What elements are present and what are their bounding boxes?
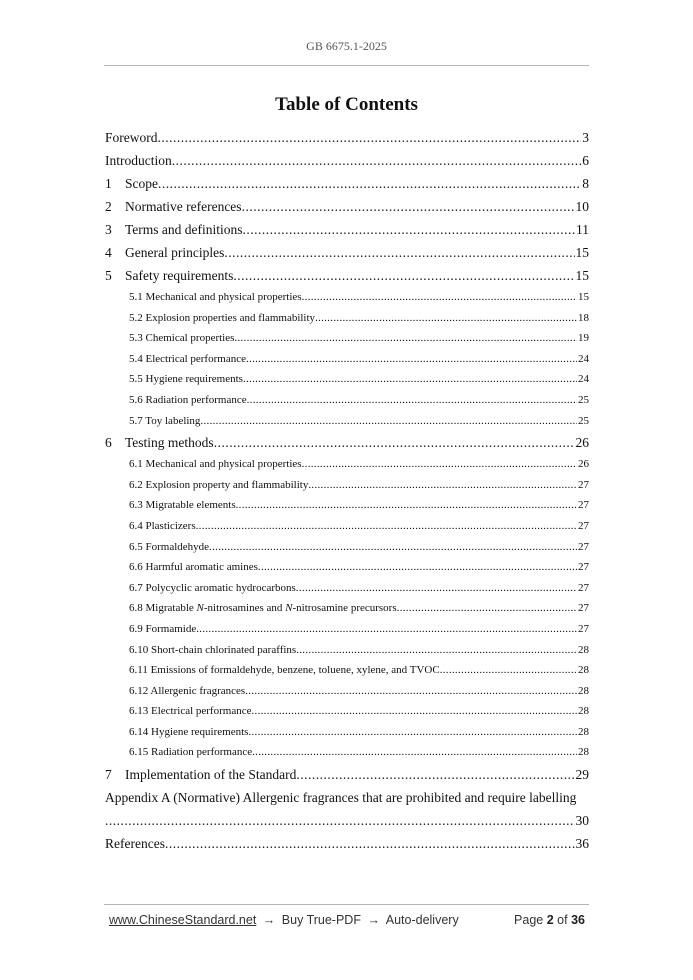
dot-leader — [247, 390, 577, 411]
toc-entry-label: 5.6 Radiation performance — [129, 393, 247, 406]
toc-page-number: 18 — [578, 311, 589, 324]
toc-entry-label: References — [105, 836, 165, 852]
toc-subentry-6-12[interactable] — [105, 681, 589, 702]
toc-page-number: 15 — [575, 268, 589, 283]
toc-entry-label: 6.14 Hygiene requirements — [129, 725, 249, 738]
dot-leader — [200, 411, 577, 432]
page-title: Table of Contents — [275, 94, 418, 115]
dot-leader — [302, 287, 577, 308]
toc-entry-label: 6.5 Formaldehyde — [129, 540, 210, 553]
toc-page-number: 26 — [575, 435, 589, 451]
toc-entry-label: 6.6 Harmful aromatic amines — [129, 561, 258, 574]
toc-entry-label: General principles — [125, 245, 225, 260]
toc-entry-foreword[interactable] — [105, 126, 589, 149]
dot-leader — [245, 681, 577, 702]
toc-subentry-6-1[interactable] — [105, 454, 589, 475]
toc-entry-label: 5.4 Electrical performance — [129, 352, 246, 365]
toc-entry-label: 5.2 Explosion properties and flammability — [129, 311, 316, 324]
toc-page-number: 28 — [578, 746, 589, 759]
table-of-contents — [105, 126, 589, 855]
toc-page-number: 28 — [578, 725, 589, 738]
dot-leader — [196, 516, 577, 537]
toc-section-number: 5 — [105, 268, 112, 283]
toc-subentry-6-10[interactable] — [105, 640, 589, 661]
toc-page-number: 28 — [578, 664, 589, 677]
toc-entry-label: 6.11 Emissions of formaldehyde, benzene, toluene, xylene, and TVOC — [129, 664, 440, 677]
dot-leader — [196, 619, 577, 640]
toc-page-number: 28 — [578, 643, 589, 656]
toc-entry-label: 6.3 Migratable elements — [129, 499, 236, 512]
toc-page-number: 27 — [578, 602, 589, 615]
header-standard-code: GB 6675.1-2025 — [306, 39, 387, 53]
toc-page-number: 24 — [578, 352, 589, 365]
page-footer — [109, 913, 585, 927]
toc-section-number: 4 — [105, 245, 112, 260]
toc-page-number: 29 — [575, 767, 589, 783]
toc-page-number: 28 — [578, 684, 589, 697]
dot-leader — [243, 218, 575, 241]
toc-section-number: 1 — [105, 176, 112, 191]
dot-leader — [209, 537, 577, 558]
toc-page-number: 27 — [578, 581, 589, 594]
toc-subentry-6-11[interactable] — [105, 660, 589, 681]
dot-leader — [158, 126, 582, 149]
dot-leader — [315, 308, 577, 329]
toc-page-number: 15 — [575, 245, 589, 260]
dot-leader — [302, 454, 577, 475]
toc-entry-appendix-a[interactable] — [105, 786, 589, 809]
page-indicator — [514, 913, 585, 927]
dot-leader — [397, 598, 577, 619]
toc-entry-label: Terms and definitions — [125, 222, 243, 237]
dot-leader — [233, 264, 574, 287]
header-divider — [104, 65, 589, 66]
site-link[interactable]: www.ChineseStandard.net — [109, 913, 257, 927]
toc-page-number: 27 — [578, 519, 589, 532]
dot-leader — [296, 578, 577, 599]
dot-leader — [236, 495, 577, 516]
toc-label-italic: N — [285, 602, 293, 615]
toc-page-number: 8 — [582, 176, 589, 191]
dot-leader — [158, 172, 581, 195]
toc-page-number: 6 — [582, 153, 589, 168]
dot-leader — [258, 557, 577, 578]
toc-subentry-6-8[interactable] — [105, 598, 589, 619]
toc-entry-terms-and-definitions[interactable] — [105, 218, 589, 241]
footer-divider — [104, 904, 589, 905]
toc-entry-label: 6.12 Allergenic fragrances — [129, 684, 246, 697]
dot-leader — [308, 475, 577, 496]
toc-page-number: 27 — [578, 622, 589, 635]
toc-entry-label: 6.15 Radiation performance — [129, 746, 253, 759]
dot-leader — [224, 241, 574, 264]
toc-page-number: 24 — [578, 373, 589, 386]
toc-entry-label: 5.3 Chemical properties — [129, 332, 235, 345]
toc-page-number: 27 — [578, 561, 589, 574]
toc-page-number: 27 — [578, 499, 589, 512]
toc-label-part: -nitrosamine precursors — [292, 602, 397, 615]
total-page-count: 36 — [571, 913, 585, 927]
toc-entry-label: Safety requirements — [125, 268, 234, 283]
toc-page-number: 15 — [578, 291, 589, 303]
toc-subentry-6-7[interactable] — [105, 578, 589, 599]
toc-page-number: 28 — [578, 705, 589, 718]
toc-entry-label: 6.10 Short-chain chlorinated paraffins — [129, 643, 297, 656]
toc-entry-references[interactable] — [105, 832, 589, 855]
auto-delivery-text: Auto-delivery — [385, 913, 459, 927]
toc-subentry-6-5[interactable] — [105, 537, 589, 558]
toc-label-italic: N — [196, 602, 204, 615]
dot-leader — [252, 742, 577, 763]
toc-subentry-5-4[interactable] — [105, 349, 589, 370]
toc-section-number: 3 — [105, 222, 112, 237]
toc-entry-label: Introduction — [105, 153, 172, 168]
toc-subentry-5-2[interactable] — [105, 308, 589, 329]
toc-entry-label: Foreword — [105, 130, 158, 145]
toc-label-part: 6.8 Migratable — [129, 602, 197, 615]
dot-leader — [172, 149, 582, 172]
toc-page-number: 19 — [578, 332, 589, 345]
of-word: of — [557, 913, 568, 927]
toc-section-number: 7 — [105, 767, 112, 783]
toc-entry-label: Testing methods — [125, 435, 214, 451]
dot-leader — [246, 349, 577, 370]
toc-subentry-5-3[interactable] — [105, 328, 589, 349]
toc-subentry-6-9[interactable] — [105, 619, 589, 640]
toc-entry-introduction[interactable] — [105, 149, 589, 172]
toc-page-number: 3 — [582, 130, 589, 145]
toc-entry-label: Normative references — [125, 199, 242, 214]
dot-leader — [440, 660, 577, 681]
toc-entry-testing-methods[interactable] — [105, 431, 589, 454]
toc-entry-safety-requirements[interactable] — [105, 264, 589, 287]
toc-entry-implementation[interactable] — [105, 763, 589, 786]
toc-page-number: 26 — [578, 458, 589, 471]
dot-leader — [165, 832, 575, 855]
toc-page-number: 25 — [578, 393, 589, 406]
toc-subentry-6-14[interactable] — [105, 722, 589, 743]
toc-entry-label: 6.1 Mechanical and physical properties — [129, 458, 302, 471]
toc-subentry-6-4[interactable] — [105, 516, 589, 537]
toc-page-number: 30 — [575, 813, 589, 829]
toc-page-number: 36 — [575, 836, 589, 852]
toc-section-number: 2 — [105, 199, 112, 214]
toc-entry-label: Scope — [125, 176, 158, 191]
toc-subentry-6-15[interactable] — [105, 742, 589, 763]
toc-entry-label — [129, 598, 397, 619]
toc-entry-label: Appendix A (Normative) Allergenic fragrances that are prohibited and require labelling — [105, 790, 577, 806]
toc-subentry-6-13[interactable] — [105, 701, 589, 722]
toc-subentry-5-1[interactable] — [105, 287, 589, 308]
page-word: Page — [514, 913, 544, 927]
toc-entry-label: 6.13 Electrical performance — [129, 705, 252, 718]
dot-leader — [251, 701, 577, 722]
toc-page-number: 11 — [576, 222, 589, 237]
dot-leader — [234, 328, 577, 349]
right-arrow-icon: → — [367, 913, 380, 927]
toc-section-number: 6 — [105, 435, 112, 451]
toc-entry-appendix-a-continuation[interactable] — [105, 809, 589, 832]
toc-page-number: 25 — [578, 414, 589, 427]
footer-links — [109, 913, 459, 927]
toc-subentry-5-7[interactable] — [105, 411, 589, 432]
toc-entry-label: 5.1 Mechanical and physical properties — [129, 291, 302, 303]
toc-page-number: 27 — [578, 478, 589, 491]
toc-entry-label: 6.9 Formamide — [129, 622, 197, 635]
toc-subentry-6-3[interactable] — [105, 495, 589, 516]
toc-entry-label: 5.5 Hygiene requirements — [129, 373, 243, 386]
dot-leader — [296, 763, 574, 786]
toc-subentry-5-6[interactable] — [105, 390, 589, 411]
toc-entry-scope[interactable] — [105, 172, 589, 195]
toc-subentry-5-5[interactable] — [105, 369, 589, 390]
toc-label-part: -nitrosamines and — [203, 602, 286, 615]
toc-entry-general-principles[interactable] — [105, 241, 589, 264]
dot-leader — [248, 722, 577, 743]
toc-entry-label: 6.4 Plasticizers — [129, 519, 196, 532]
dot-leader — [242, 195, 575, 218]
toc-subentry-6-2[interactable] — [105, 475, 589, 496]
toc-entry-label: 6.2 Explosion property and flammability — [129, 478, 309, 491]
dot-leader — [296, 640, 577, 661]
toc-entry-label: 6.7 Polycyclic aromatic hydrocarbons — [129, 581, 296, 594]
right-arrow-icon: → — [262, 913, 276, 927]
dot-leader — [105, 809, 575, 832]
toc-entry-normative-references[interactable] — [105, 195, 589, 218]
buy-pdf-text: Buy True-PDF — [281, 913, 361, 927]
toc-page-number: 27 — [578, 540, 589, 553]
toc-entry-label: 5.7 Toy labeling — [129, 414, 201, 427]
toc-entry-label: Implementation of the Standard — [125, 767, 297, 783]
toc-subentry-6-6[interactable] — [105, 557, 589, 578]
dot-leader — [243, 369, 577, 390]
current-page-number: 2 — [546, 913, 554, 927]
dot-leader — [214, 431, 575, 454]
toc-page-number: 10 — [575, 199, 589, 214]
